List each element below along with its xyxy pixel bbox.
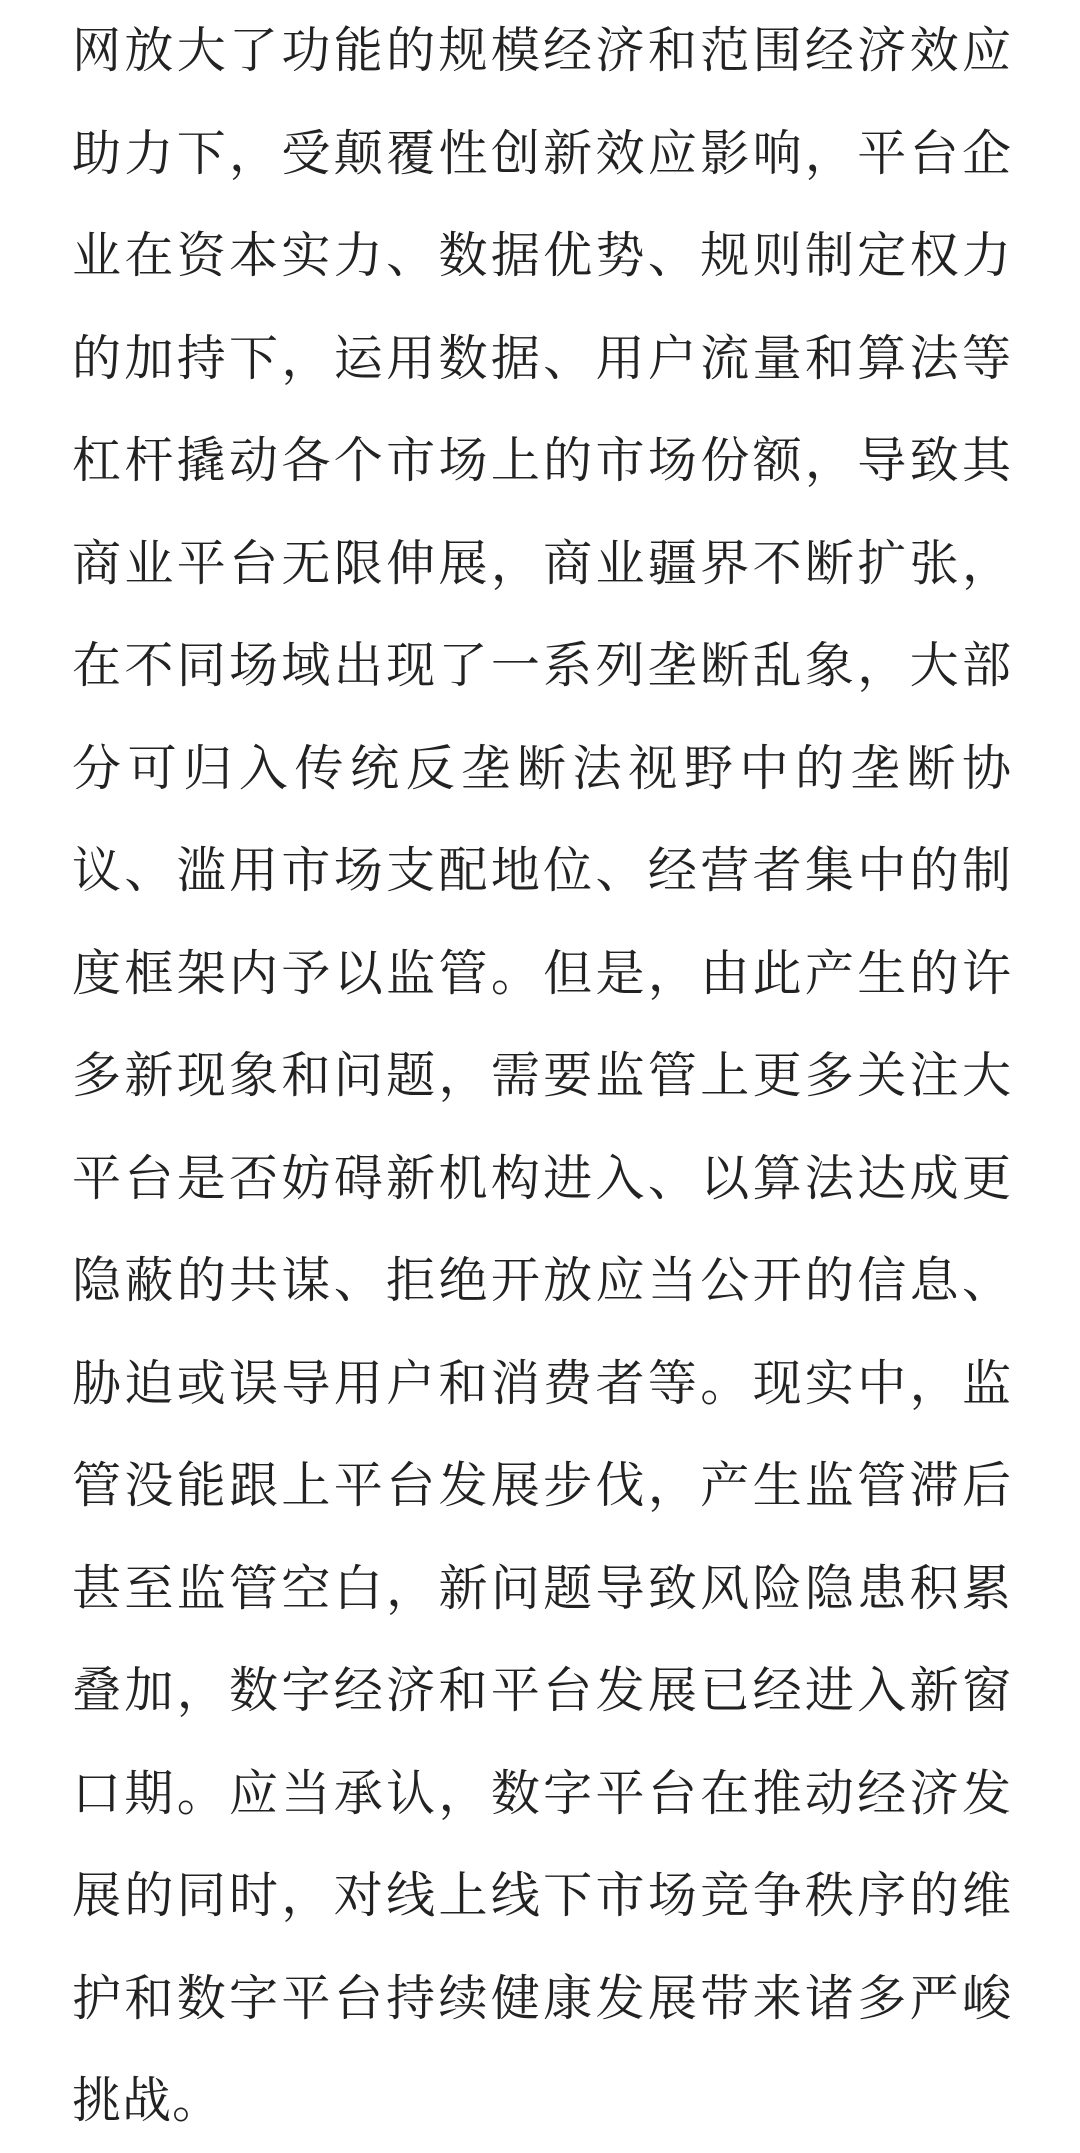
text-line: 口期。应当承认，数字平台在推动经济发 — [72, 1764, 1012, 1822]
text-line: 管没能跟上平台发展步伐，产生监管滞后 — [72, 1457, 1012, 1514]
text-line: 甚至监管空白，新问题导致风险隐患积累 — [72, 1559, 1012, 1617]
text-line: 业在资本实力、数据优势、规则制定权力 — [72, 227, 1012, 284]
text-line: 商业平台无限伸展，商业疆界不断扩张， — [72, 534, 1012, 592]
text-line: 展的同时，对线上线下市场竞争秩序的维 — [72, 1867, 1012, 1924]
text-line: 议、滥用市场支配地位、经营者集中的制 — [72, 842, 1012, 899]
text-line: 助力下，受颠覆性创新效应影响，平台企 — [72, 124, 1012, 182]
text-line: 隐蔽的共谋、拒绝开放应当公开的信息、 — [72, 1252, 1012, 1309]
text-line: 在不同场域出现了一系列垄断乱象，大部 — [72, 637, 1012, 694]
text-line: 护和数字平台持续健康发展带来诸多严峻 — [72, 1969, 1012, 2027]
text-line: 多新现象和问题，需要监管上更多关注大 — [72, 1047, 1012, 1104]
article-body — [72, 0, 1012, 2153]
text-line: 分可归入传统反垄断法视野中的垄断协 — [72, 739, 1012, 797]
text-line: 叠加，数字经济和平台发展已经进入新窗 — [72, 1662, 1012, 1719]
text-line: 平台是否妨碍新机构进入、以算法达成更 — [72, 1149, 1012, 1207]
text-line: 度框架内予以监管。但是，由此产生的许 — [72, 944, 1012, 1002]
text-line: 挑战。 — [72, 2072, 223, 2129]
text-line: 的加持下，运用数据、用户流量和算法等 — [72, 329, 1012, 387]
text-line: 杠杆撬动各个市场上的市场份额，导致其 — [72, 432, 1012, 489]
text-line: 胁迫或误导用户和消费者等。现实中，监 — [72, 1354, 1012, 1412]
text-line: 网放大了功能的规模经济和范围经济效应 — [72, 22, 1012, 79]
